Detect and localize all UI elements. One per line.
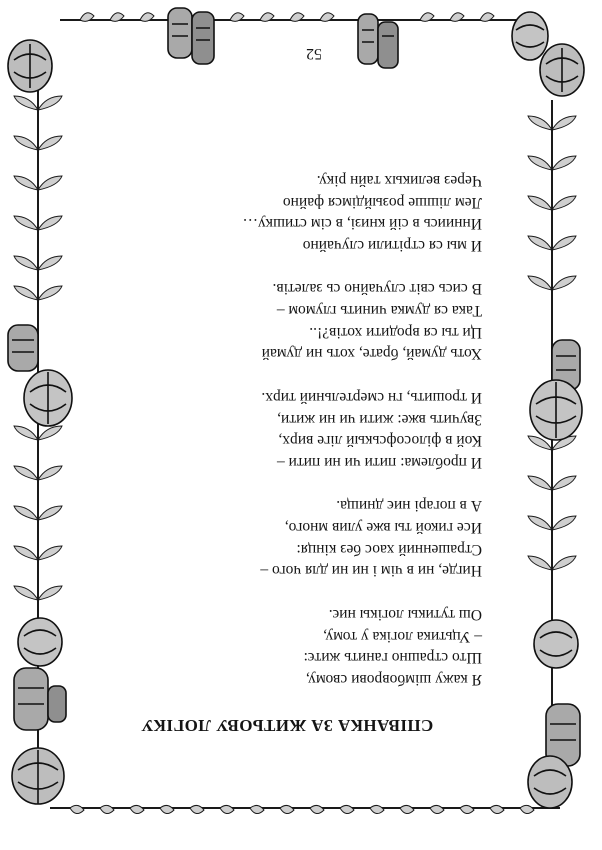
poem-line: И мы ся стрітили случайно: [302, 237, 482, 254]
poem-line: Нигде, ни в чім і ни ни для чого –: [260, 562, 482, 580]
poem-line: В сись світ случайно сь залетів.: [272, 280, 482, 298]
poem-line: Лем лішше розыйдімся файно: [282, 193, 482, 211]
poem-line: Через великых тайн ріку.: [316, 171, 482, 189]
poem-line: Кой в філософськый ліге вирх,: [278, 432, 482, 450]
stanza-break: [82, 582, 482, 604]
poem-line: Исе гикой ты вже улив много,: [284, 519, 482, 537]
poem-line: А в погарі ниє днища.: [336, 497, 482, 515]
poem-line: Хоть думай, брате, хоть ни думай: [261, 345, 482, 363]
poem-title: СПІВАНКА ЗА ЖИТЬОВУ ЛОГІКУ: [140, 716, 434, 735]
stanza-break: [82, 473, 482, 495]
stanza-break: [82, 256, 482, 278]
stanza-break: [82, 365, 482, 387]
poem-line: И трошить, гн смертельний тирх.: [261, 388, 482, 406]
page-number: 52: [306, 45, 322, 62]
poem-line: Ци ты ся вродити хотів?!..: [309, 323, 482, 341]
poem-line: Звучить вже: жити чи ни жити,: [277, 410, 482, 428]
poem-line: Ош тутикы логікы ниє.: [328, 605, 482, 623]
poem-line: И проблема: пити чи ни пити –: [277, 454, 482, 471]
poem-line: Инниись в сій книзі, в сім стишку…: [242, 215, 482, 233]
poem-body: [82, 169, 482, 690]
poem-line: Страшенний хаос без кінця:: [296, 540, 482, 558]
poem-line: Што страшно ганить житє:: [303, 649, 482, 667]
poem-line: Я кажу шімбоврови свому,: [305, 671, 482, 688]
poem-line: Така ся думка чинить глумом –: [276, 302, 482, 320]
poem-line: – Уцьтика логіка у тому,: [323, 627, 482, 645]
